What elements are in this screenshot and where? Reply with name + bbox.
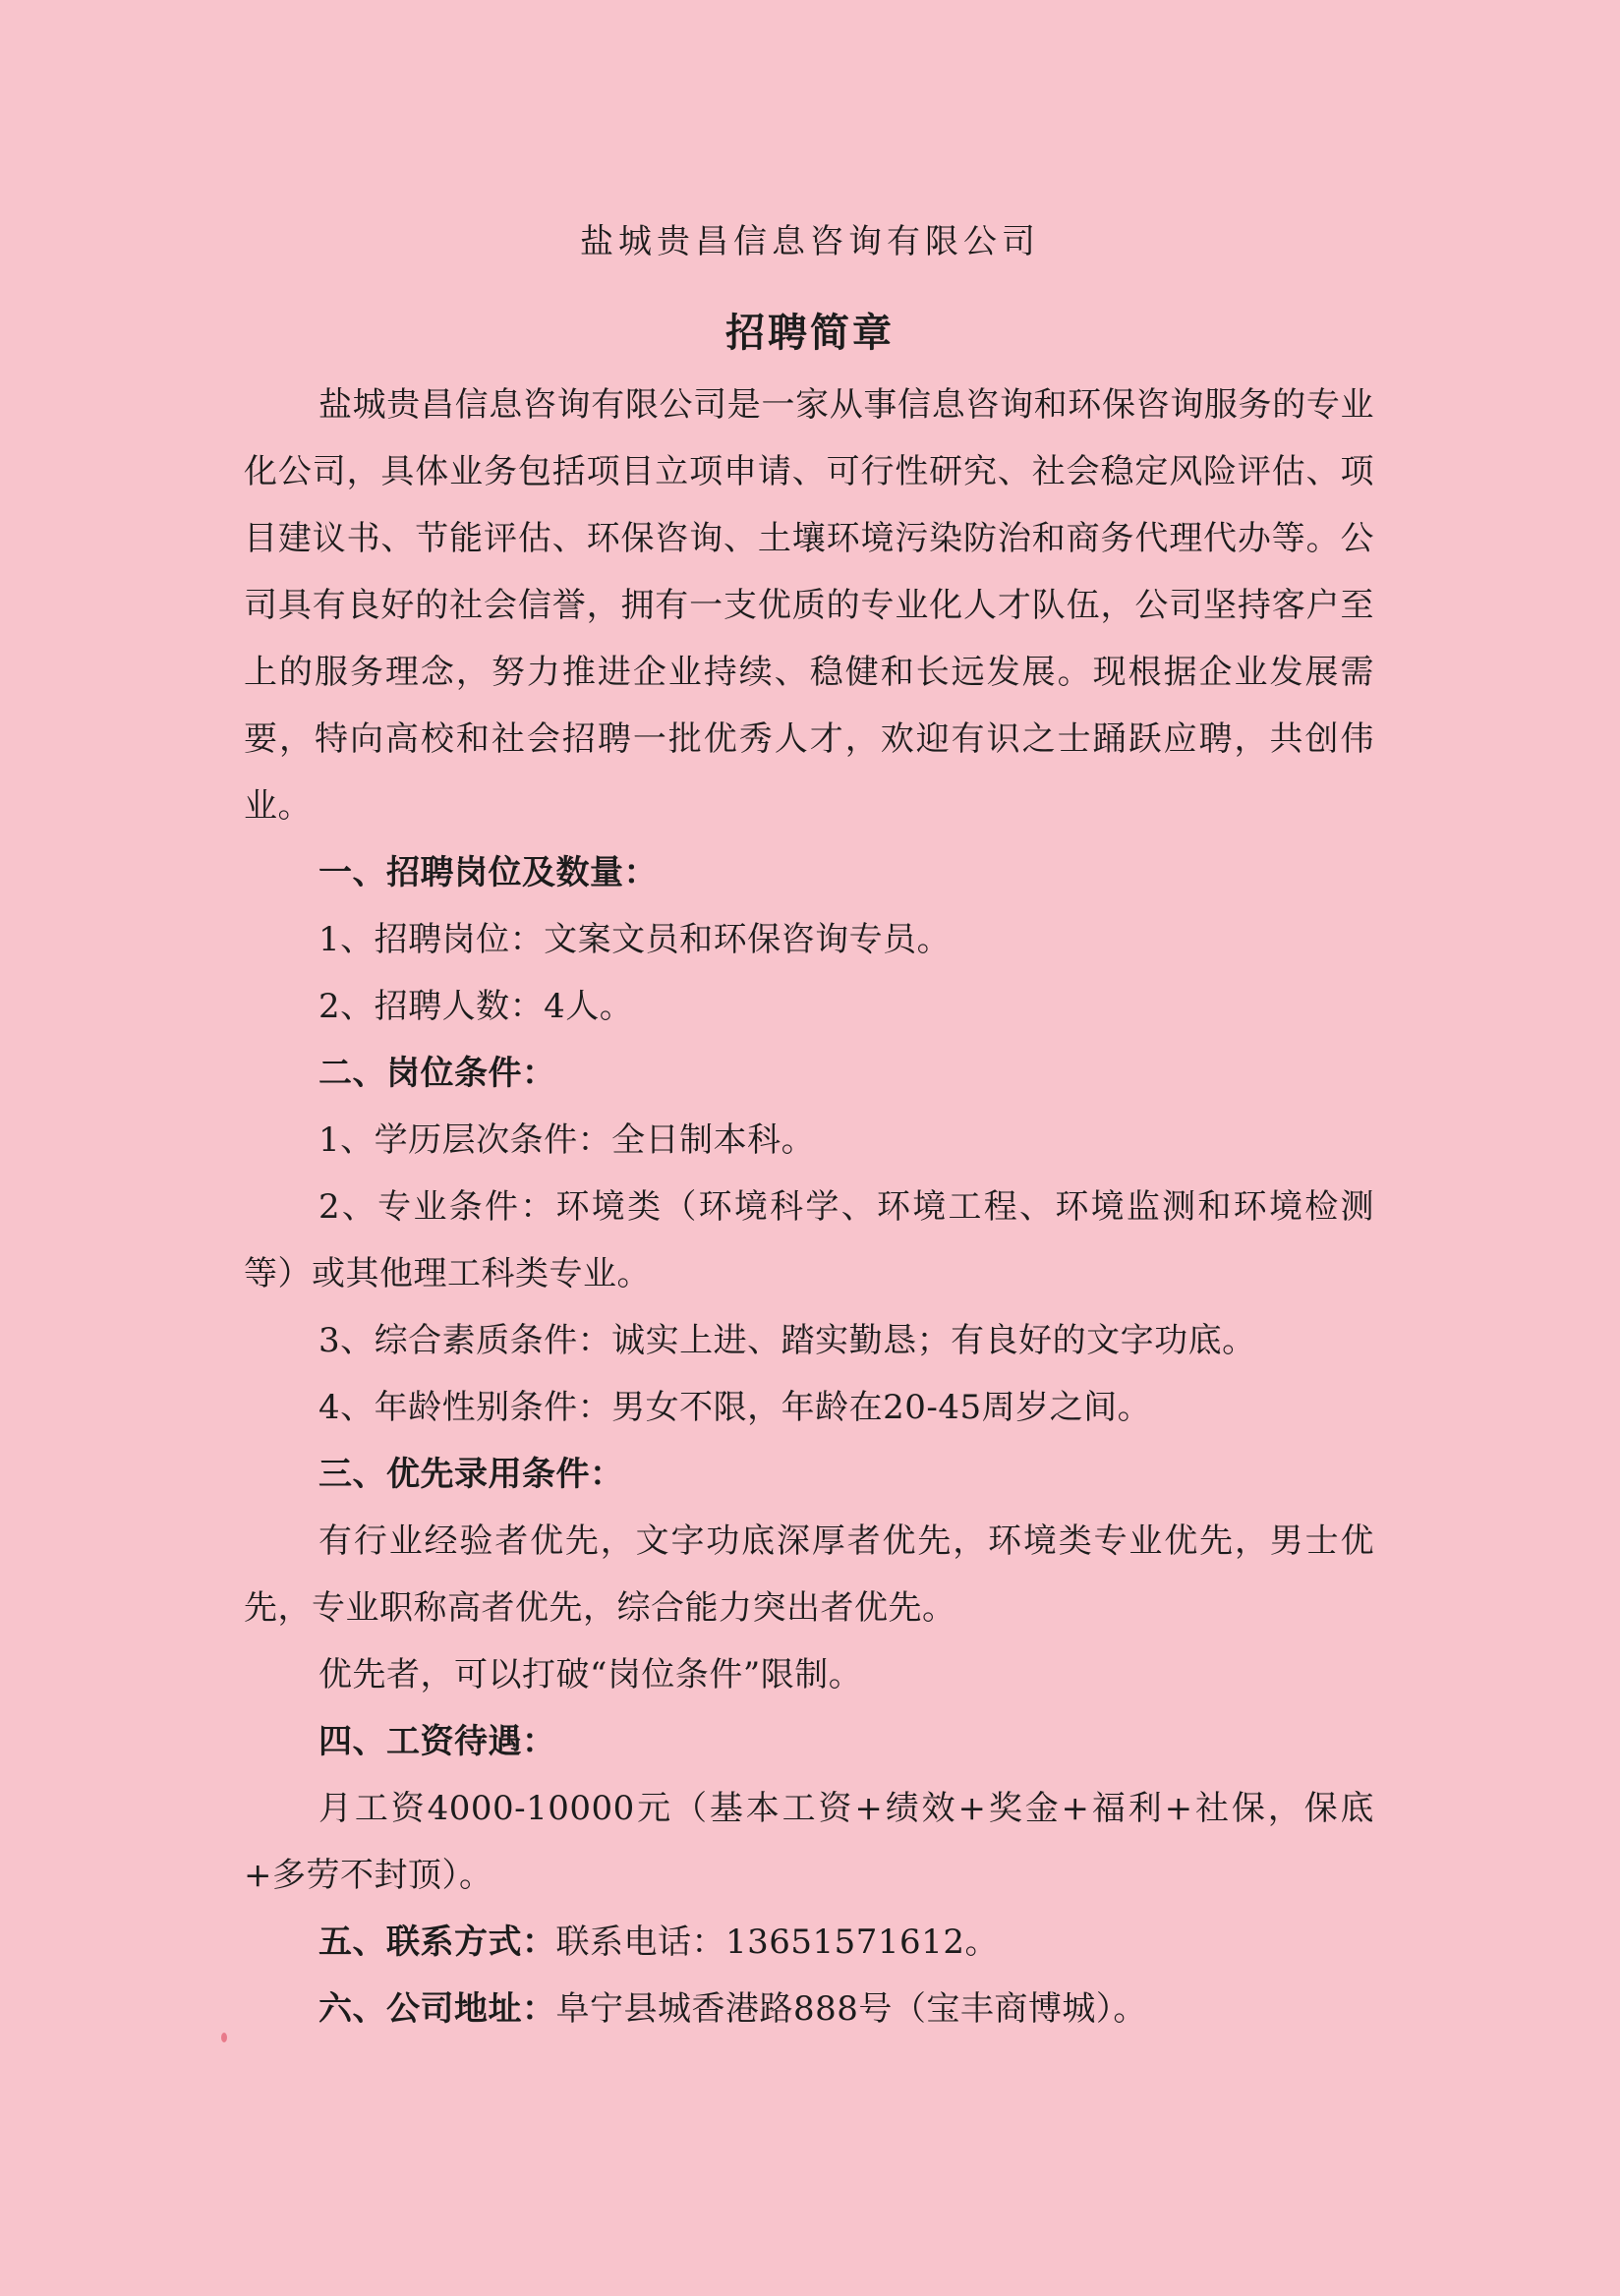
section-heading-salary: 四、工资待遇： — [318, 1722, 556, 1761]
company-address: 阜宁县城香港路888号（宝丰商博城）。 — [555, 1989, 1147, 2029]
requirements-item-4: 4、年龄性别条件：男女不限，年龄在20-45周岁之间。 — [318, 1388, 1152, 1427]
priority-item-1: 有行业经验者优先，文字功底深厚者优先，环境类专业优先，男士优先，专业职称高者优先，综合能力突出者优先。 — [244, 1521, 1374, 1628]
address-line — [244, 1976, 1374, 2042]
positions-item-1: 1、招聘岗位：文案文员和环保咨询专员。 — [318, 920, 952, 959]
section-heading-contact: 五、联系方式： — [318, 1923, 556, 1962]
intro-paragraph: 盐城贵昌信息咨询有限公司是一家从事信息咨询和环保咨询服务的专业化公司，具体业务包括项目立项申请、可行性研究、社会稳定风险评估、项目建议书、节能评估、环保咨询、土壤环境污染防治和商务代理代办等。公司具有良好的社会信誉，拥有一支优质的专业化人才队伍，公司坚持客户至上的服务理念，努力推进企业持续、稳健和长远发展。现根据企业发展需要，特向高校和社会招聘一批优秀人才，欢迎有识之士踊跃应聘，共创伟业。 — [244, 385, 1374, 826]
requirements-item-2: 2、专业条件：环境类（环境科学、环境工程、环境监测和环境检测等）或其他理工科类专业。 — [244, 1187, 1374, 1293]
section-heading-priority: 三、优先录用条件： — [318, 1455, 624, 1494]
section-heading-positions: 一、招聘岗位及数量： — [318, 853, 658, 892]
section-heading-address: 六、公司地址： — [318, 1989, 556, 2029]
company-name: 盐城贵昌信息咨询有限公司 — [580, 222, 1040, 261]
section-heading-requirements: 二、岗位条件： — [318, 1054, 556, 1093]
document-title: 招聘简章 — [725, 311, 895, 356]
contact-phone: 联系电话：13651571612。 — [555, 1923, 999, 1962]
salary-item-1: 月工资4000-10000元（基本工资+绩效+奖金+福利+社保，保底+多劳不封顶）。 — [244, 1789, 1374, 1895]
requirements-item-1: 1、学历层次条件：全日制本科。 — [318, 1120, 816, 1160]
requirements-item-3: 3、综合素质条件：诚实上进、踏实勤恳；有良好的文字功底。 — [318, 1321, 1256, 1360]
priority-item-2: 优先者，可以打破“岗位条件”限制。 — [318, 1655, 863, 1694]
document-body — [244, 372, 1374, 2042]
contact-line — [244, 1909, 1374, 1976]
paper-speck — [221, 2033, 227, 2042]
positions-item-2: 2、招聘人数：4人。 — [318, 987, 634, 1026]
